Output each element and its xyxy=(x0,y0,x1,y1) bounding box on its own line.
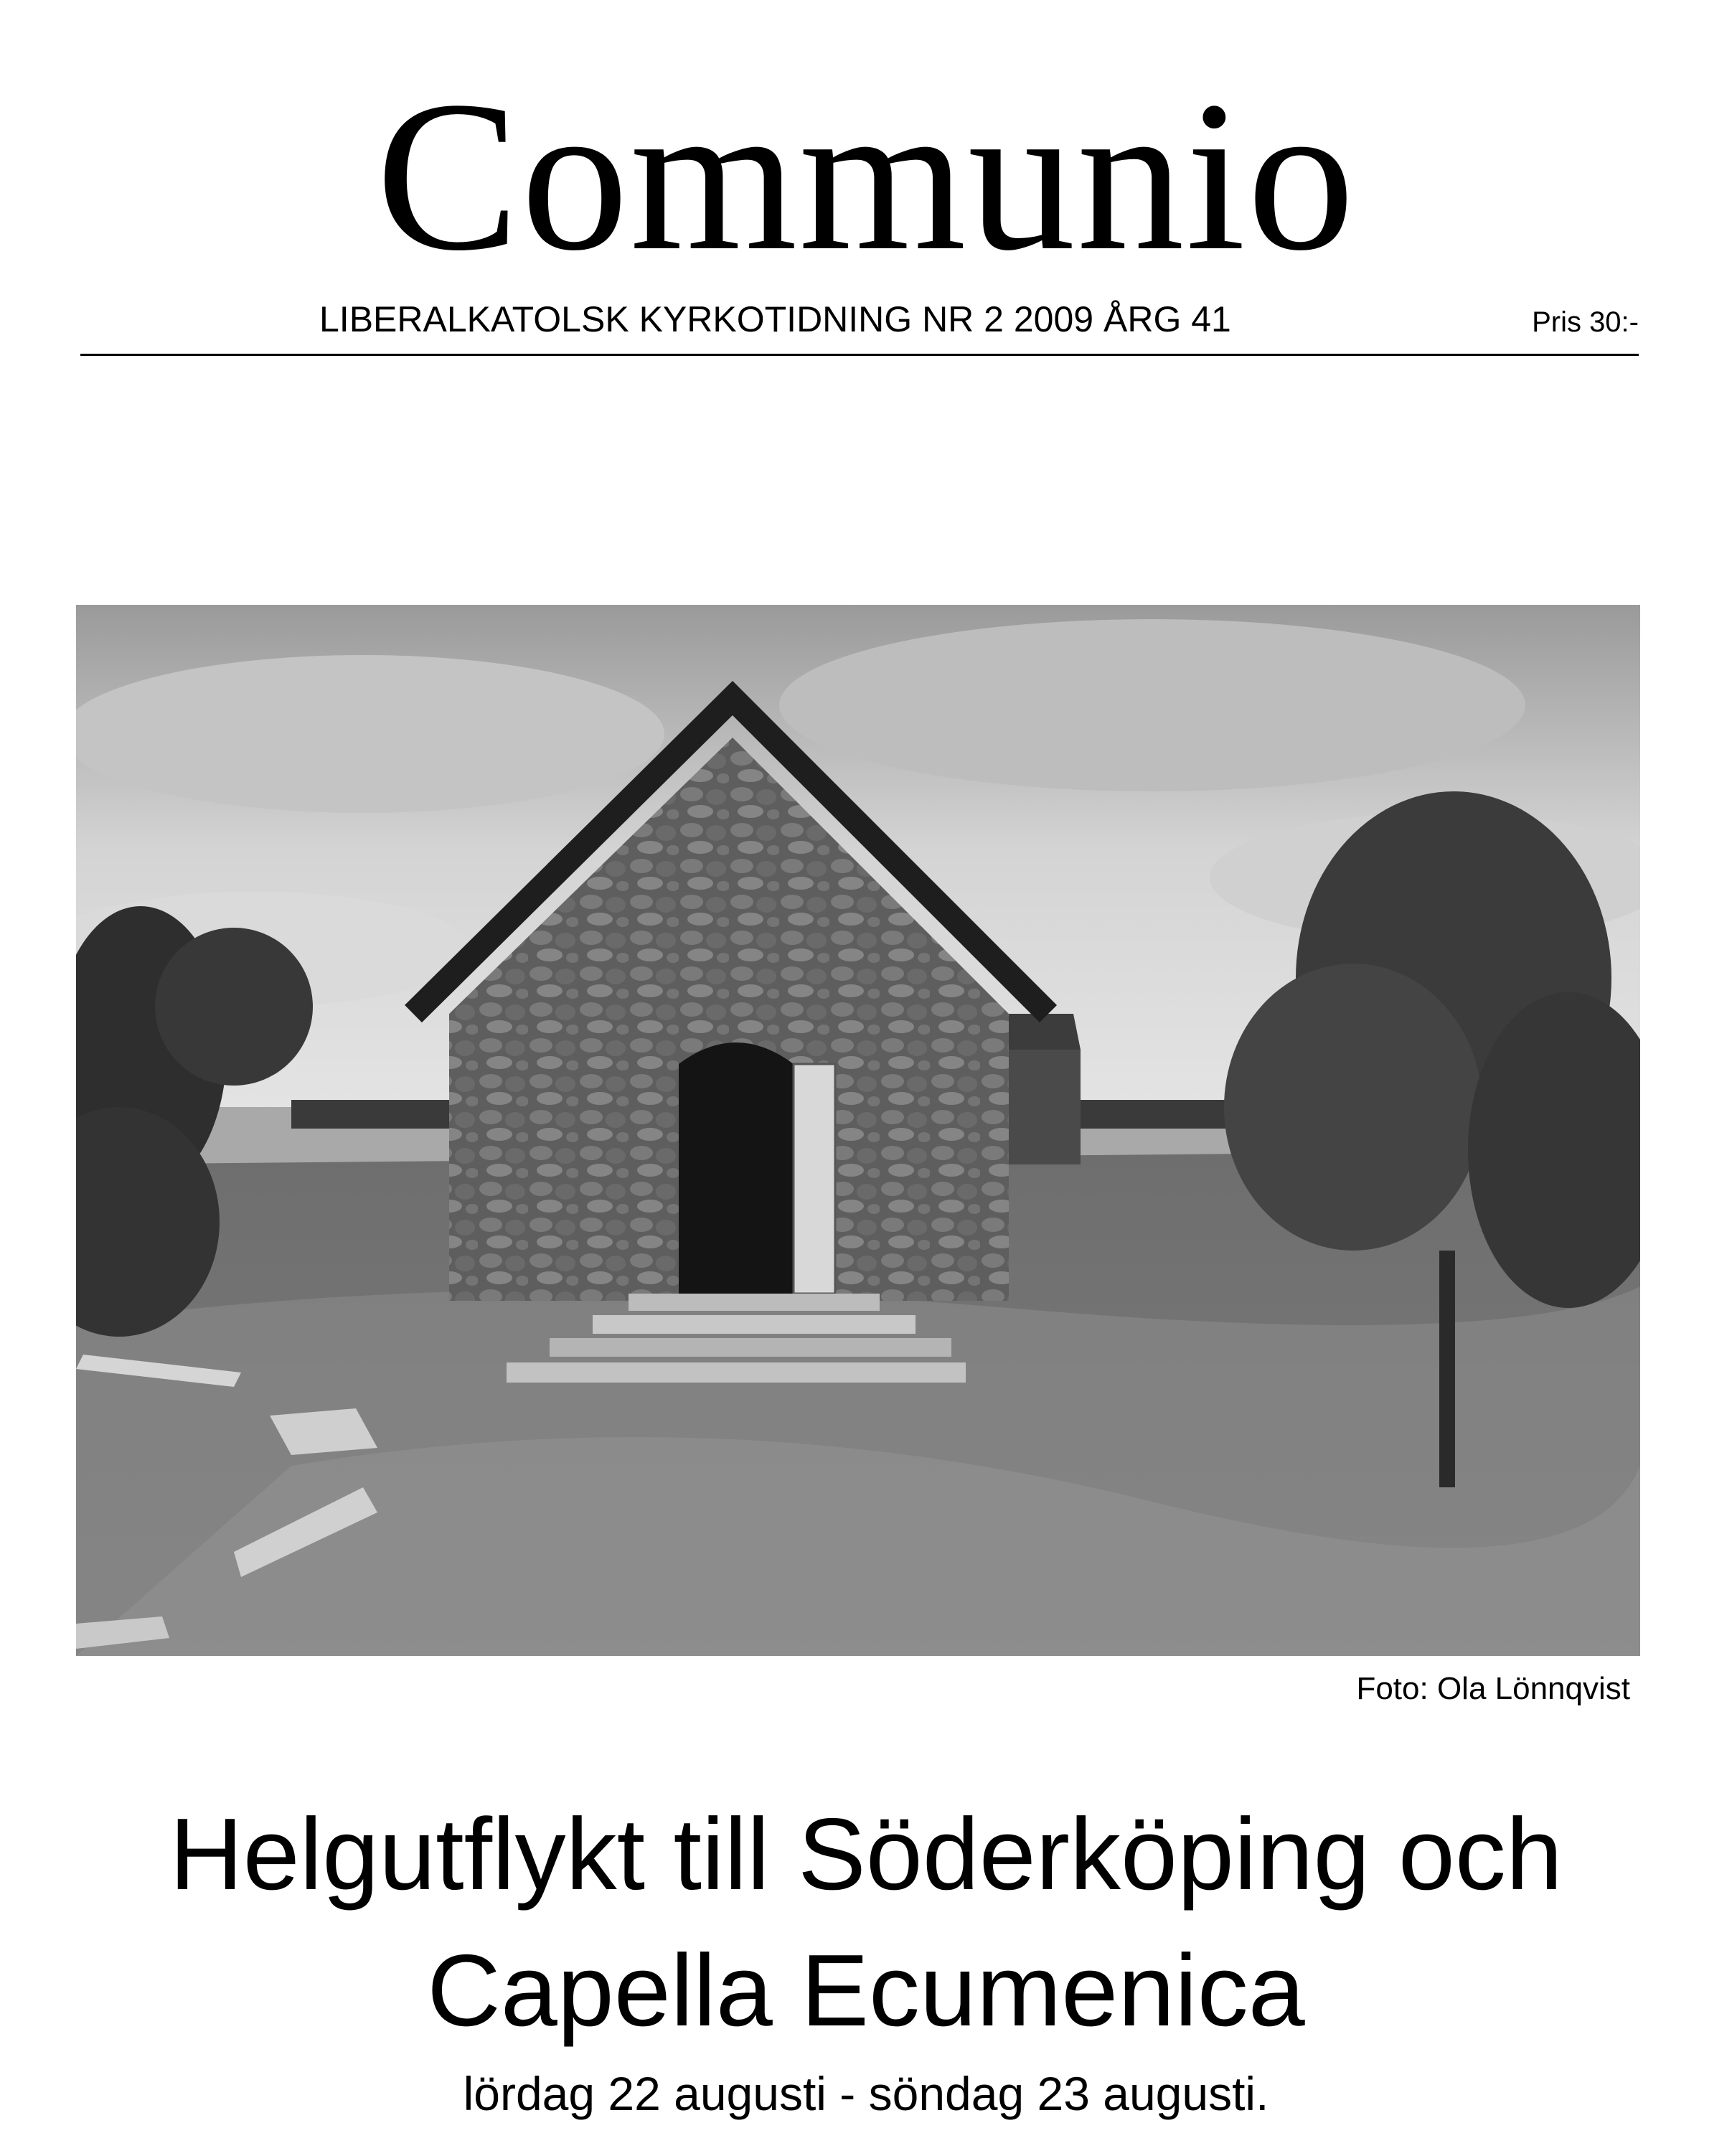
headline-line-2: Capella Ecumenica xyxy=(427,1934,1305,2048)
price-label: Pris 30:- xyxy=(1532,306,1639,338)
headline xyxy=(0,1787,1732,2059)
masthead-subtitle: LIBERALKATOLSK KYRKOTIDNING NR 2 2009 ÅRG 41 xyxy=(319,299,1231,339)
headline-line-1: Helgutflykt till Söderköping och xyxy=(169,1797,1563,1911)
cover-photo xyxy=(76,605,1640,1656)
masthead-title: Communio xyxy=(375,57,1357,295)
photo-credit: Foto: Ola Lönnqvist xyxy=(1356,1671,1630,1706)
event-dates: lördag 22 augusti - söndag 23 augusti. xyxy=(463,2067,1269,2120)
masthead-divider xyxy=(80,354,1639,356)
